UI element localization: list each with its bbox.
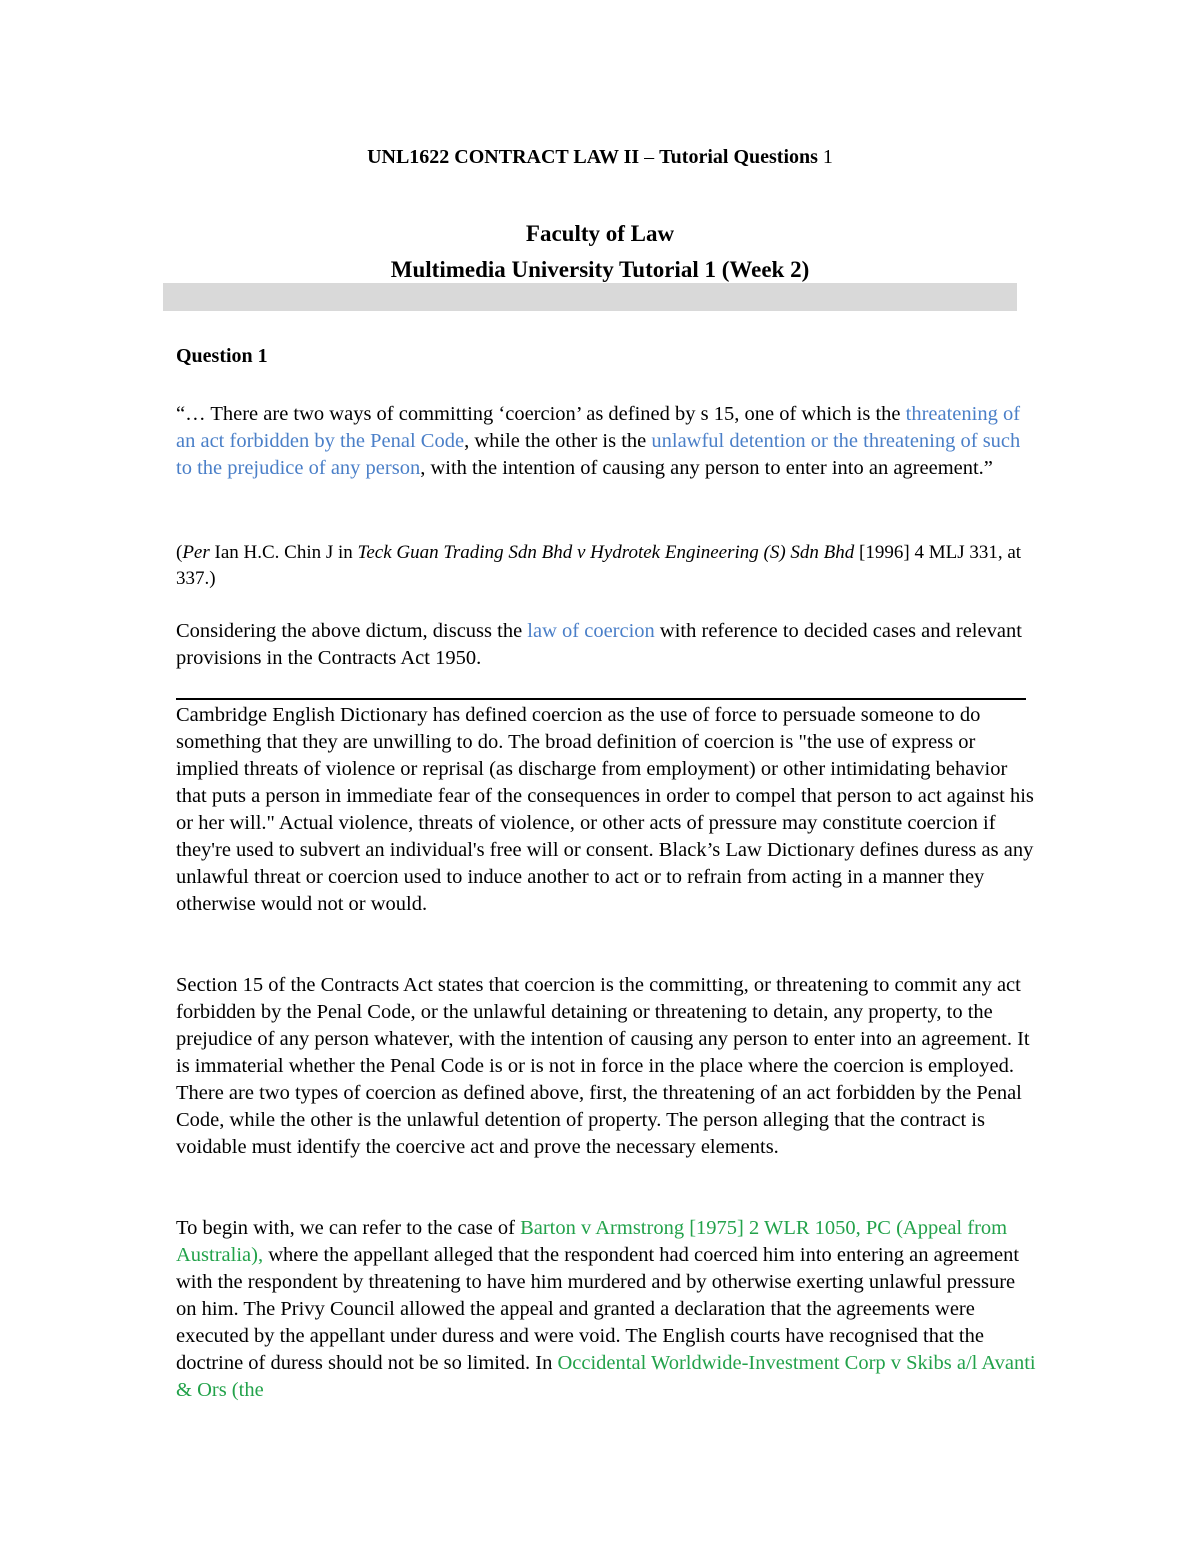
horizontal-rule — [176, 698, 1026, 700]
quote-text-1: “… There are two ways of committing ‘coercion’ as defined by s 15, one of which is the — [176, 403, 906, 425]
university-name: Multimedia University Tutorial 1 — [390, 257, 716, 282]
instruction-text-1: Considering the above dictum, discuss the — [176, 620, 528, 642]
citation-paragraph — [176, 540, 1036, 592]
citation-reference: [1996] 4 MLJ 331, at 337.) — [176, 542, 1022, 589]
quote-paragraph — [176, 401, 1036, 482]
answer-paragraph-1: Cambridge English Dictionary has defined coercion as the use of force to persuade someone to do something that they are unwilling to do. The broad definition of coercion is "the use of express or implied threats of violence or reprisal (as discharge from employment) or other intimidating behavior that puts a person in immediate fear of the consequences in order to compel that person to act against his or her will." Actual violence, threats of violence, or other acts of pressure may constitute coercion if they're used to subvert an individual's free will or consent. Black’s Law Dictionary defines duress as any unlawful threat or coercion used to induce another to act or to refrain from acting in a manner they otherwise would not or would. — [176, 704, 1034, 915]
page-number: 1 — [817, 146, 833, 168]
faculty-heading: Faculty of Law — [525, 221, 675, 246]
citation-case-name: Teck Guan Trading Sdn Bhd v Hydrotek Engineering (S) Sdn Bhd — [357, 542, 855, 563]
answer-paragraph-3 — [176, 1215, 1036, 1404]
quote-highlight-1: threatening of an act forbidden by the Penal Code — [176, 403, 1021, 452]
quote-text-3: , with the intention of causing any person to enter into an agreement.” — [420, 457, 993, 479]
case-citation-barton: Barton v Armstrong [1975] 2 WLR 1050, PC (Appeal from Australia), — [176, 1217, 1008, 1266]
question-title: Question 1 — [176, 345, 268, 367]
case-citation-occidental: Occidental Worldwide-Investment Corp v Skibs a/l Avanti & Ors (the — [176, 1352, 1036, 1401]
citation-open: ( — [176, 542, 183, 563]
quote-highlight-2: unlawful detention or the threatening of such to the prejudice of any person — [176, 430, 1021, 479]
instruction-paragraph — [176, 618, 1036, 672]
quote-text-2: , while the other is the — [464, 430, 652, 452]
instruction-highlight: law of coercion — [527, 620, 655, 642]
grey-separator-bar — [163, 283, 1017, 311]
para3-text-2: where the appellant alleged that the respondent had coerced him into entering an agreement with the respondent by threatening to have him murdered and by otherwise exerting unlawful pressure on him. The Privy Council allowed the appeal and granted a declaration that the agreements were executed by the appellant under duress and were void. The English courts have recognised that the doctrine of duress should not be so limited. In — [176, 1244, 1020, 1374]
citation-judge: Ian H.C. Chin J in — [209, 542, 358, 563]
document-header — [0, 144, 1200, 170]
citation-per: Per — [182, 542, 210, 563]
instruction-text-2: with reference to decided cases and relevant provisions in the Contracts Act 1950. — [176, 620, 1022, 669]
para3-text-1: To begin with, we can refer to the case of — [176, 1217, 521, 1239]
header-dash: – — [639, 146, 660, 168]
tutorial-label: Tutorial Questions — [659, 146, 818, 168]
answer-paragraph-2: Section 15 of the Contracts Act states that coercion is the committing, or threatening to commit any act forbidden by the Penal Code, or the unlawful detaining or threatening to detain, any property, to the prejudice of any person whatever, with the intention of causing any person to enter into an agreement. It is immaterial whether the Penal Code is or is not in force in the place where the coercion is employed. There are two types of coercion as defined above, first, the threatening of an act forbidden by the Penal Code, while the other is the unlawful detention of property. The person alleging that the contract is voidable must identify the coercive act and prove the necessary elements. — [176, 974, 1030, 1158]
week-label: (Week 2) — [715, 257, 810, 282]
course-code: UNL1622 CONTRACT LAW II — [367, 146, 640, 168]
university-heading — [0, 255, 1200, 285]
